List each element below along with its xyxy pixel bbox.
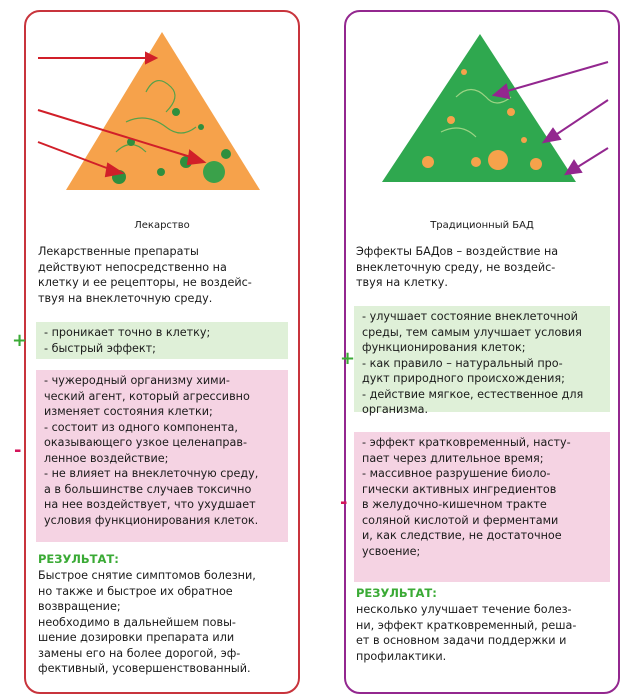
medicine-triangle-shape <box>66 32 260 190</box>
medicine-result-title: РЕЗУЛЬТАТ: <box>38 552 119 566</box>
supplement-card <box>340 10 620 694</box>
medicine-caption: Лекарство <box>134 220 190 231</box>
supplement-result-text: несколько улучшает течение болез- ни, эффект кратковременный, реша- ет в основном задачи поддержки и профилактики. <box>356 603 577 663</box>
supplement-caption: Традиционный БАД <box>430 220 534 231</box>
supplement-intro: Эффекты БАДов – воздействие на внеклеточную среду, не воздейс- твуя на клетку. <box>356 245 559 289</box>
plus-sign: + <box>340 348 356 369</box>
supplement-benefits-text: - улучшает состояние внеклеточной среды, тем самым улучшает условия функционирования клеток; - как правило – натуральный про- дукт природного происхождения; - действие мягкое, естественное для организма. <box>362 310 584 416</box>
medicine-card <box>12 10 300 694</box>
minus-sign: - <box>340 492 348 513</box>
plus-sign: + <box>12 330 28 351</box>
medicine-benefits-block <box>36 322 288 359</box>
medicine-result-text: Быстрое снятие симптомов болезни, но также и быстрое их обратное возвращение; необходимо в дальнейшем повы- шение дозировки препарата или замены его на более дорогой, эф- фективный, усовершенствованный. <box>38 569 256 675</box>
medicine-benefits-text: - проникает точно в клетку; - быстрый эффект; <box>44 326 211 355</box>
supplement-drawbacks-block <box>354 432 610 582</box>
minus-sign: - <box>14 440 22 461</box>
medicine-drawbacks-block <box>36 370 288 542</box>
medicine-drawbacks-text: - чужеродный организму хими- ческий агент, который агрессивно изменяет состояния клетки; - состоит из одного компонента, оказывающего узкое целенаправ- ленное воздействие; - не влияет на внеклеточную среду, а в большинстве случаев токсично на нее воздействует, что ухудшает условия функционирования клеток. <box>44 374 259 527</box>
supplement-cell-triangle <box>346 12 622 212</box>
supplement-benefits-block <box>354 306 610 416</box>
supplement-drawbacks-text: - эффект кратковременный, насту- пает через длительное время; - массивное разрушение биоло- гически активных ингредиентов в желудочно-кишечном тракте соляной кислотой и ферментами и, как следствие, не достаточное усвоение; <box>362 436 571 558</box>
supplement-result-title: РЕЗУЛЬТАТ: <box>356 586 437 600</box>
medicine-intro: Лекарственные препараты действуют непосредственно на клетку и ее рецепторы, не воздейс- твуя на внеклеточную среду. <box>38 245 252 305</box>
medicine-cell-triangle <box>26 12 302 212</box>
